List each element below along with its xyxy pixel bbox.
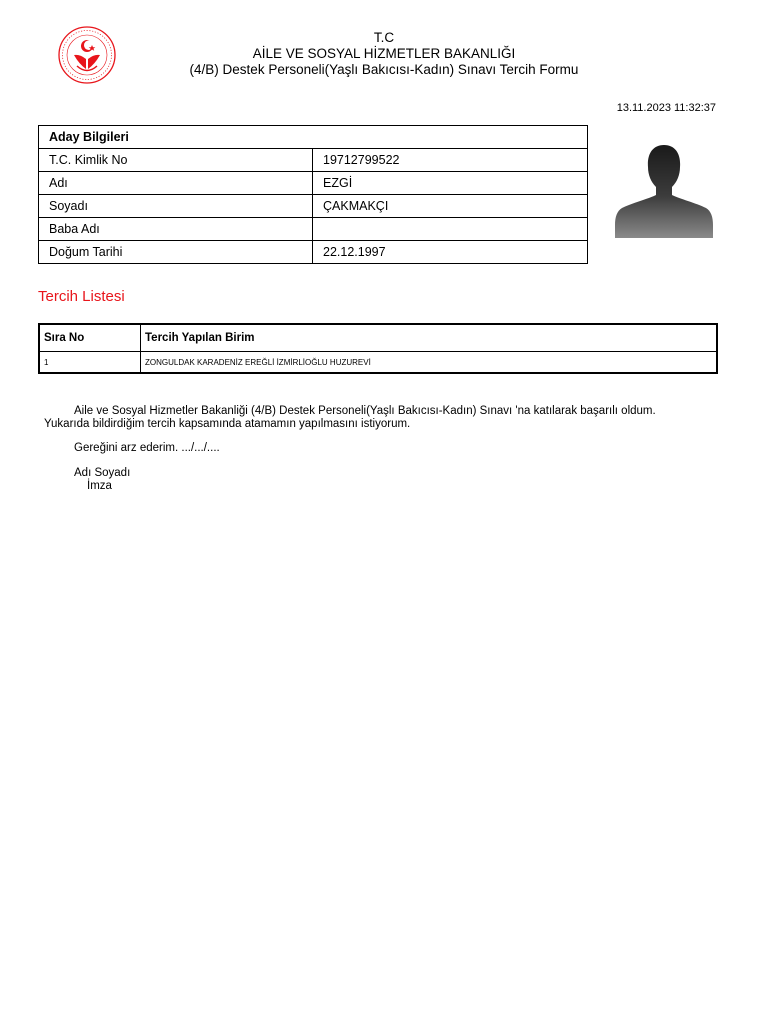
document-header: [0, 30, 768, 78]
table-row: [39, 149, 588, 172]
preference-order: 1: [39, 352, 141, 374]
column-header-unit: Tercih Yapılan Birim: [141, 324, 718, 352]
table-row: [39, 352, 717, 374]
birth-date-value: 22.12.1997: [313, 241, 588, 264]
header-tc: T.C: [373, 30, 395, 45]
table-header-row: [39, 324, 717, 352]
letter-paragraph-1: Aile ve Sosyal Hizmetler Bakanliği (4/B) Destek Personeli(Yaşlı Bakıcısı-Kadın) Sınavı 'na katılarak başarılı oldum.: [74, 405, 656, 417]
table-row: [39, 172, 588, 195]
candidate-info-table: [38, 125, 588, 264]
tc-kimlik-value: 19712799522: [313, 149, 588, 172]
person-silhouette-icon: [614, 145, 714, 238]
field-label: Soyadı: [39, 195, 313, 218]
table-row: [39, 218, 588, 241]
field-label: Doğum Tarihi: [39, 241, 313, 264]
candidate-info-title: Aday Bilgileri: [39, 126, 588, 149]
field-label: Baba Adı: [39, 218, 313, 241]
preference-table: [38, 323, 718, 374]
header-ministry: AİLE VE SOSYAL HİZMETLER BAKANLIĞI: [252, 46, 516, 61]
name-label: Adı Soyadı: [74, 467, 131, 479]
field-label: Adı: [39, 172, 313, 195]
field-label: T.C. Kimlik No: [39, 149, 313, 172]
letter-paragraph-2: Yukarıda bildirdiğim tercih kapsamında atamamın yapılmasını istiyorum.: [44, 418, 411, 430]
column-header-order: Sıra No: [39, 324, 141, 352]
signature-label: İmza: [87, 480, 112, 492]
request-letter: [44, 405, 724, 493]
table-row: [39, 241, 588, 264]
preference-unit: ZONGULDAK KARADENİZ EREĞLİ İZMİRLİOĞLU HUZUREVİ: [141, 352, 718, 374]
header-form-title: (4/B) Destek Personeli(Yaşlı Bakıcısı-Kadın) Sınavı Tercih Formu: [189, 62, 579, 77]
letter-closing: Gereğini arz ederim. .../.../....: [74, 442, 220, 454]
timestamp: 13.11.2023 11:32:37: [616, 102, 716, 114]
preference-list-title: Tercih Listesi: [38, 288, 125, 305]
table-row: [39, 195, 588, 218]
surname-value: ÇAKMAKÇI: [313, 195, 588, 218]
father-name-value: [313, 218, 588, 241]
name-value: EZGİ: [313, 172, 588, 195]
